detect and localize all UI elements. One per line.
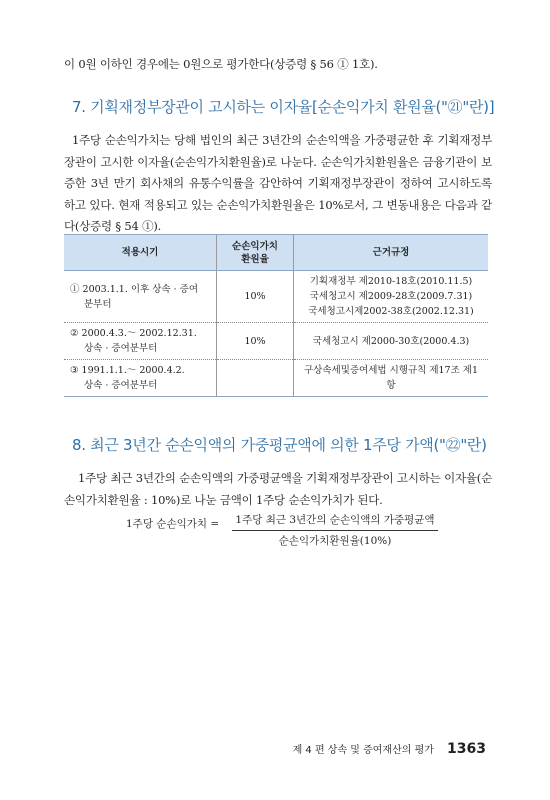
table-row (64, 323, 488, 360)
period-line: ① 2003.1.1. 이후 상속 · 증여 (70, 283, 199, 295)
period-line: 분부터 (84, 298, 112, 310)
rate-cell (217, 360, 294, 397)
header-period: 적용시기 (64, 235, 217, 271)
rate-history-table (64, 234, 488, 397)
basis-line: 기획재정부 제2010-18호(2010.11.5) (309, 276, 473, 287)
formula-lhs: 1주당 순손익가치 = (126, 518, 220, 530)
basis-line: 국세청고시제2002-38호(2002.12.31) (308, 306, 474, 317)
section-8-heading: 8. 최근 3년간 순손익액의 가중평균액에 의한 1주당 가액("㉒"란) (72, 436, 487, 454)
page-number: 1363 (447, 741, 486, 757)
table-header-row (64, 235, 488, 271)
basis-cell: 구상속세및증여세법 시행규칙 제17조 제1항 (294, 360, 489, 397)
period-cell (64, 323, 217, 360)
formula-numerator: 1주당 최근 3년간의 순손익액의 가중평균액 (232, 512, 438, 531)
table-row (64, 360, 488, 397)
section-7-paragraph: 1주당 순손익가치는 당해 법인의 최근 3년간의 순손익액을 가중평균한 후 기획재정부장관이 고시한 이자율(순손익가치환원율)로 나눈다. 순손익가치환원율은 금융기관이 보증한 3년 만기 회사채의 유통수익률을 감안하여 기획재정부장관이 정하여 고시하도록 하고 있다. 현재 적용되고 있는 순손익가치환원율은 10%로서, 그 변동내용은 다음과 같다(상증령 § 54 ①). (64, 133, 492, 233)
header-basis: 근거규정 (294, 235, 489, 271)
section-7-heading: 7. 기획재정부장관이 고시하는 이자율[순손익가치 환원율("㉑"란)] (72, 98, 495, 116)
period-cell (64, 271, 217, 323)
period-line: 상속 · 증여분부터 (84, 380, 158, 391)
intro-line: 이 0원 이하인 경우에는 0원으로 평가한다(상증령 § 56 ① 1호). (64, 57, 378, 71)
period-line: 상속 · 증여분부터 (84, 343, 158, 354)
table-row (64, 271, 488, 323)
footer-title: 제 4 편 상속 및 증여재산의 평가 (292, 745, 434, 756)
period-line: ③ 1991.1.1.～ 2000.4.2. (70, 365, 185, 376)
basis-cell (294, 271, 489, 323)
section-8-paragraph: 1주당 최근 3년간의 순손익액의 가중평균액을 기획재정부장관이 고시하는 이자율(순손익가치환원율 : 10%)로 나눈 금액이 1주당 순손익가치가 된다. (64, 471, 492, 507)
basis-cell: 국세청고시 제2000-30호(2000.4.3) (294, 323, 489, 360)
rate-cell: 10% (217, 271, 294, 323)
period-cell (64, 360, 217, 397)
header-rate: 순손익가치 환원율 (217, 235, 294, 271)
basis-line: 국세청고시 제2009-28호(2009.7.31) (309, 291, 473, 302)
formula-fraction (232, 512, 438, 549)
page-footer (293, 738, 486, 757)
period-line: ② 2000.4.3.～ 2002.12.31. (70, 328, 197, 339)
formula-denominator: 순손익가치환원율(10%) (278, 535, 392, 547)
rate-cell: 10% (217, 323, 294, 360)
